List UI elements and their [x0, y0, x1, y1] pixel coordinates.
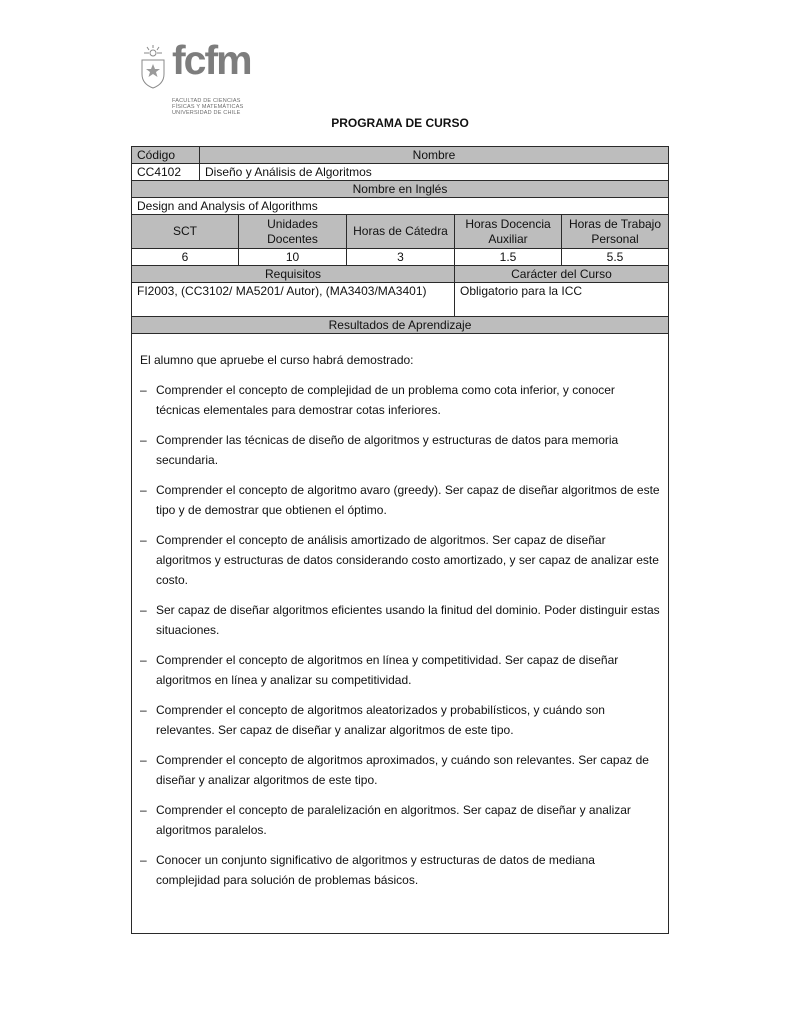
list-item: – Comprender el concepto de paralelización en algoritmos. Ser capaz de diseñar y analizar algoritmos paralelos. [140, 800, 660, 840]
bullet-dash: – [140, 753, 147, 767]
unidades-label: Unidades Docentes [239, 215, 347, 249]
document-title: PROGRAMA DE CURSO [331, 116, 469, 130]
list-item: – Comprender el concepto de algoritmos en línea y competitividad. Ser capaz de diseñar algoritmos en línea y analizar su competitividad. [140, 650, 660, 690]
personal-value: 5.5 [562, 249, 669, 266]
bullet-dash: – [140, 603, 147, 617]
course-code: CC4102 [132, 164, 200, 181]
bullet-dash: – [140, 383, 147, 397]
fcfm-logo [138, 37, 258, 118]
auxiliar-value: 1.5 [455, 249, 562, 266]
requisitos-value: FI2003, (CC3102/ MA5201/ Autor), (MA3403/MA3401) [132, 283, 455, 317]
catedra-value: 3 [347, 249, 455, 266]
bullet-dash: – [140, 803, 147, 817]
caracter-value: Obligatorio para la ICC [455, 283, 669, 317]
bullet-dash: – [140, 483, 147, 497]
resultados-label: Resultados de Aprendizaje [132, 317, 669, 334]
list-item: – Comprender el concepto de algoritmos aleatorizados y probabilísticos, y cuándo son relevantes. Ser capaz de diseñar y analizar algoritmos de este tipo. [140, 700, 660, 740]
bullet-dash: – [140, 653, 147, 667]
caracter-label: Carácter del Curso [455, 266, 669, 283]
learning-outcomes [132, 334, 668, 933]
course-program-table [131, 146, 669, 934]
bullet-dash: – [140, 853, 147, 867]
learning-outcomes-cell [132, 334, 669, 934]
bullet-dash: – [140, 703, 147, 717]
sct-value: 6 [132, 249, 239, 266]
english-name-label: Nombre en Inglés [132, 181, 669, 198]
requisitos-label: Requisitos [132, 266, 455, 283]
codigo-label: Código [132, 147, 200, 164]
list-item: – Comprender el concepto de análisis amortizado de algoritmos. Ser capaz de diseñar algoritmos y estructuras de datos considerando costo amortizado, y ser capaz de analizar este costo. [140, 530, 660, 590]
sct-label: SCT [132, 215, 239, 249]
list-item: – Ser capaz de diseñar algoritmos eficientes usando la finitud del dominio. Poder distinguir estas situaciones. [140, 600, 660, 640]
catedra-label: Horas de Cátedra [347, 215, 455, 249]
bullet-dash: – [140, 533, 147, 547]
logo-wordmark: fcfm [172, 37, 251, 83]
university-crest-icon [138, 44, 168, 90]
personal-label: Horas de Trabajo Personal [562, 215, 669, 249]
list-item: – Conocer un conjunto significativo de algoritmos y estructuras de datos de mediana complejidad para solución de problemas básicos. [140, 850, 660, 890]
logo-subtitle: FACULTAD DE CIENCIAS FÍSICAS Y MATEMÁTICAS UNIVERSIDAD DE CHILE [172, 98, 244, 116]
english-name: Design and Analysis of Algorithms [132, 198, 669, 215]
outcomes-list [140, 380, 660, 890]
list-item: – Comprender el concepto de complejidad de un problema como cota inferior, y conocer técnicas elementales para demostrar cotas inferiores. [140, 380, 660, 420]
list-item: – Comprender el concepto de algoritmo avaro (greedy). Ser capaz de diseñar algoritmos de este tipo y de demostrar que obtienen el óptimo. [140, 480, 660, 520]
list-item: – Comprender el concepto de algoritmos aproximados, y cuándo son relevantes. Ser capaz de diseñar y analizar algoritmos de este tipo. [140, 750, 660, 790]
nombre-label: Nombre [200, 147, 669, 164]
course-name: Diseño y Análisis de Algoritmos [200, 164, 669, 181]
auxiliar-label: Horas Docencia Auxiliar [455, 215, 562, 249]
bullet-dash: – [140, 433, 147, 447]
unidades-value: 10 [239, 249, 347, 266]
list-item: – Comprender las técnicas de diseño de algoritmos y estructuras de datos para memoria secundaria. [140, 430, 660, 470]
outcomes-intro: El alumno que apruebe el curso habrá demostrado: [140, 353, 414, 367]
